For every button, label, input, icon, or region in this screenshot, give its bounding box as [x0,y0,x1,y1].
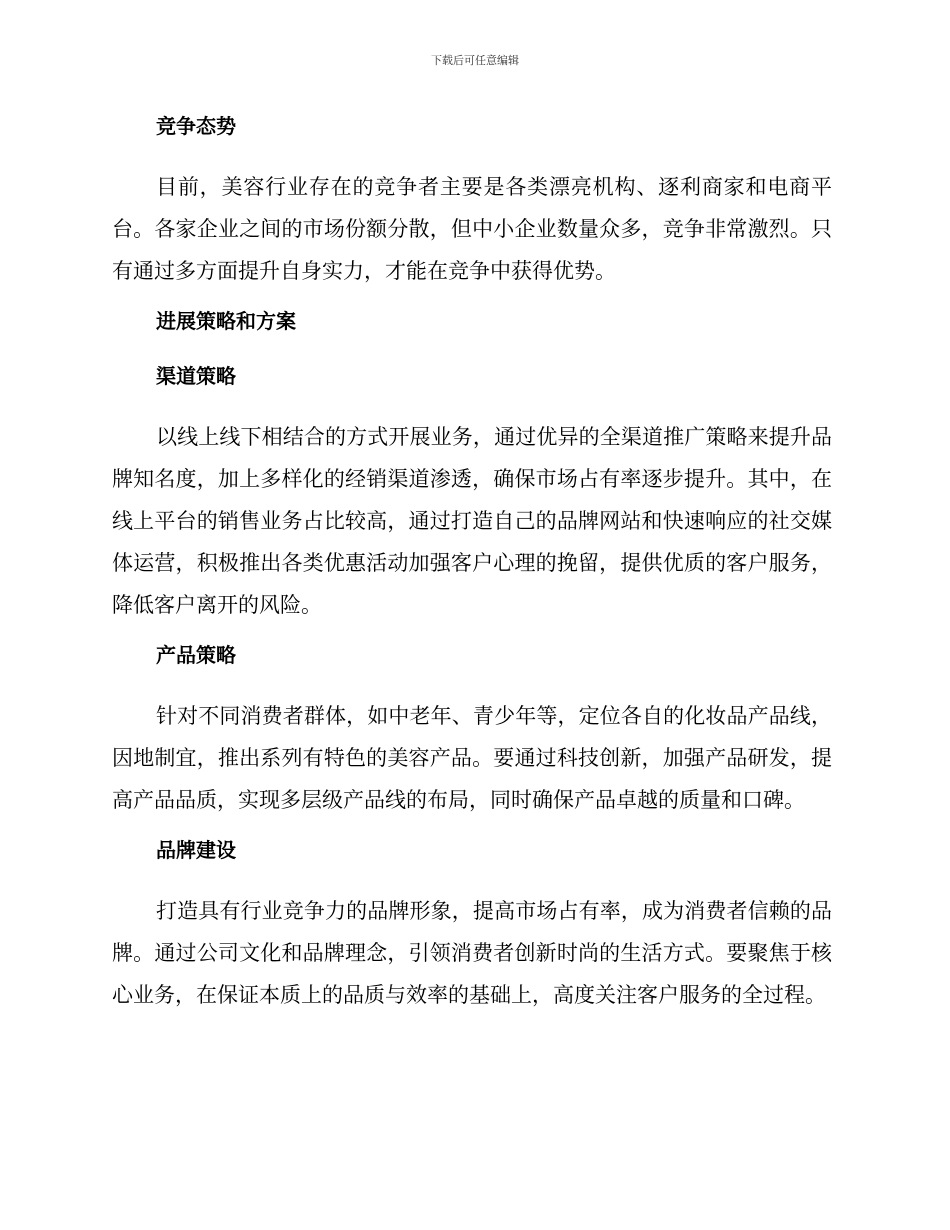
heading-strategy: 进展策略和方案 [156,309,296,333]
document-body [112,111,832,1016]
heading-channel: 渠道策略 [156,364,236,388]
paragraph-channel: 以线上线下相结合的方式开展业务，通过优异的全渠道推广策略来提升品牌知名度，加上多样化的经销渠道渗透，确保市场占有率逐步提升。其中，在线上平台的销售业务占比较高，通过打造自己的品牌网站和快速响应的社交媒体运营，积极推出各类优惠活动加强客户心理的挽留，提供优质的客户服务，降低客户离开的风险。 [112,425,832,617]
heading-product: 产品策略 [156,643,236,667]
heading-competition: 竞争态势 [156,114,236,138]
page-header-note: 下载后可任意编辑 [431,54,519,67]
paragraph-product: 针对不同消费者群体，如中老年、青少年等，定位各自的化妆品产品线，因地制宜，推出系列有特色的美容产品。要通过科技创新，加强产品研发，提高产品品质，实现多层级产品线的布局，同时确保产品卓越的质量和口碑。 [112,704,832,812]
paragraph-brand: 打造具有行业竞争力的品牌形象，提高市场占有率，成为消费者信赖的品牌。通过公司文化和品牌理念，引领消费者创新时尚的生活方式。要聚焦于核心业务，在保证本质上的品质与效率的基础上，高度关注客户服务的全过程。 [112,899,832,1007]
paragraph-competition: 目前，美容行业存在的竞争者主要是各类漂亮机构、逐利商家和电商平台。各家企业之间的市场份额分散，但中小企业数量众多，竞争非常激烈。只有通过多方面提升自身实力，才能在竞争中获得优势。 [112,175,832,283]
heading-brand: 品牌建设 [156,838,236,862]
